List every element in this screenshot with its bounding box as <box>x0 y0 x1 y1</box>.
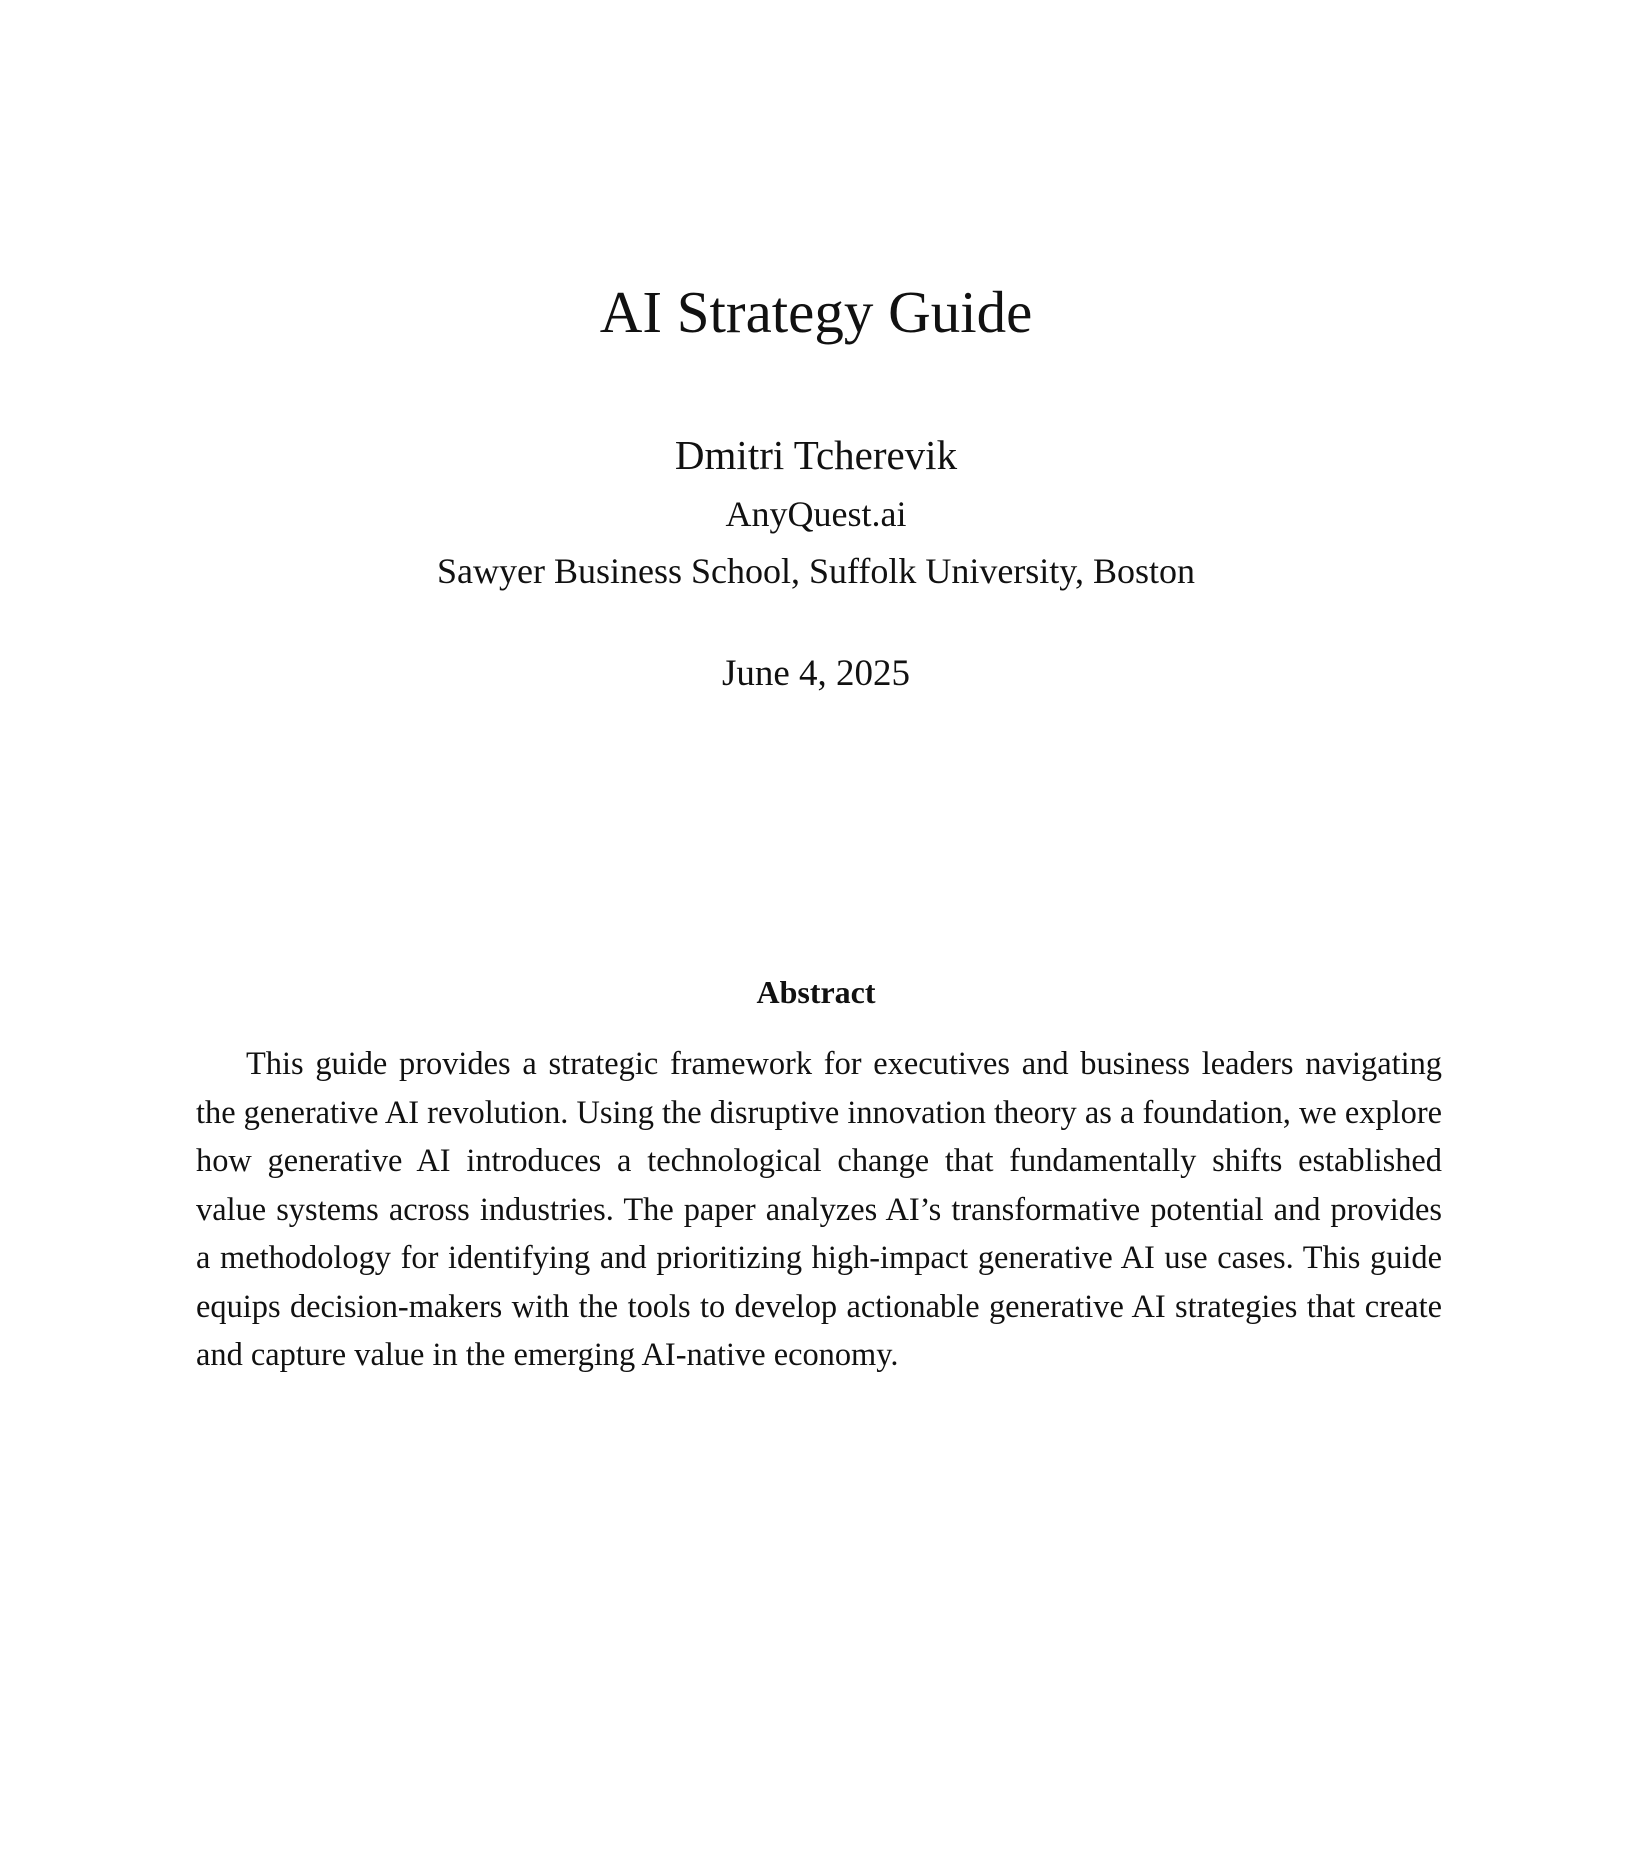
author-name: Dmitri Tcherevik <box>674 432 958 478</box>
paper-title: AI Strategy Guide <box>599 279 1033 345</box>
abstract-text: This guide provides a strategic framework for executives and business leaders navigating the generative AI revolution. Using the disruptive innovation theory as a foundation, we explore how generative AI introduces a technological change that fundamentally shifts established value systems across industries. The paper analyzes AI’s transformative potential and provides a methodology for identifying and prioritizing high-impact generative AI use cases. This guide equips decision-makers with the tools to develop actionable generative AI strategies that create and capture value in the emerging AI-native economy. <box>196 1046 1442 1373</box>
affiliation-university: Sawyer Business School, Suffolk University, Boston <box>436 551 1195 591</box>
abstract-heading: Abstract <box>756 974 876 1010</box>
affiliation-company: AnyQuest.ai <box>725 494 907 534</box>
author-block <box>0 430 1632 593</box>
paper-date: June 4, 2025 <box>721 653 911 694</box>
